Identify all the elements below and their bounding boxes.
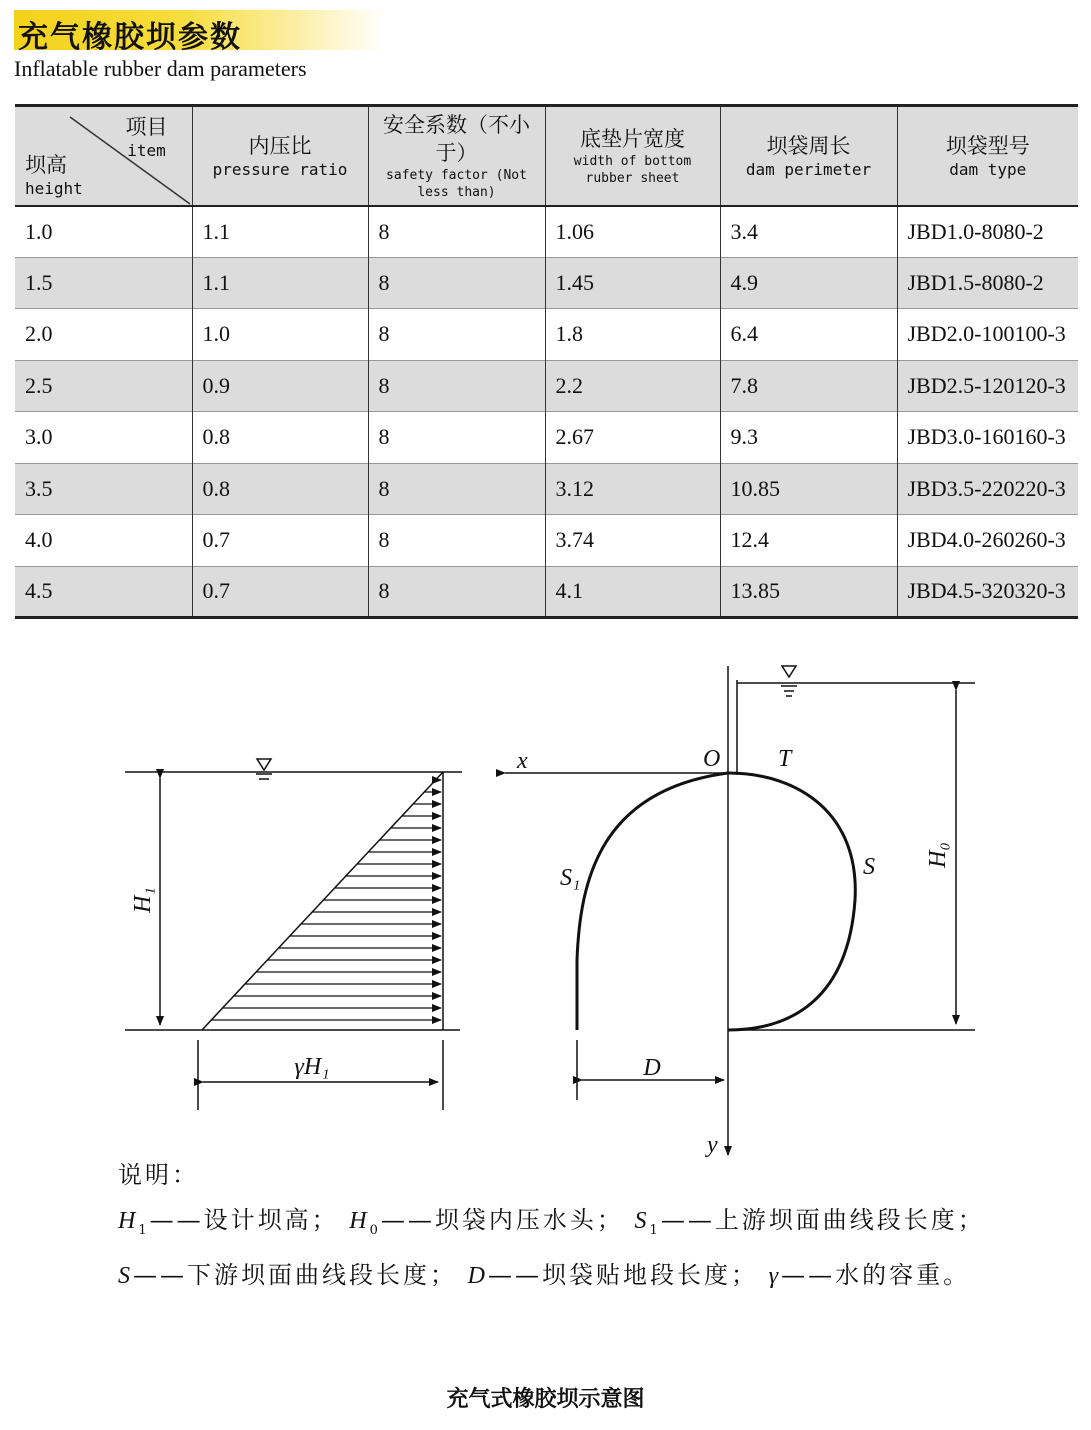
cell-perimeter: 7.8 <box>720 360 897 412</box>
note-symbol: S <box>634 1208 650 1234</box>
dam-diagram <box>0 640 1091 1160</box>
note-text: ——上游坝面曲线段长度； <box>660 1206 985 1234</box>
cell-pressure-ratio: 0.7 <box>192 515 368 567</box>
label-s1: S₁ <box>560 865 581 891</box>
label-d: D <box>643 1055 661 1081</box>
cell-perimeter: 10.85 <box>720 463 897 515</box>
cell-safety-factor: 8 <box>368 515 545 567</box>
label-h1: H₁ <box>130 887 156 913</box>
pressure-arrows <box>211 780 441 1020</box>
cell-pressure-ratio: 1.1 <box>192 257 368 309</box>
cell-sheet-width: 4.1 <box>545 566 720 618</box>
cell-pressure-ratio: 0.9 <box>192 360 368 412</box>
cell-height: 4.5 <box>25 578 53 604</box>
corner-height-en: height <box>25 178 83 198</box>
table-header-row <box>15 106 1078 206</box>
cell-height: 1.5 <box>25 269 53 295</box>
cell-sheet-width: 1.45 <box>545 257 720 309</box>
note-text: ——水的容重。 <box>781 1260 971 1289</box>
header-en: dam type <box>949 159 1027 179</box>
downstream-curve-s <box>728 773 855 1030</box>
corner-item-zh: 项目 <box>125 115 168 139</box>
water-level-symbol-2 <box>782 666 796 677</box>
label-o: O <box>703 746 721 772</box>
cell-pressure-ratio: 0.8 <box>192 412 368 464</box>
cell-height: 2.0 <box>25 321 53 347</box>
table-row <box>15 412 1078 464</box>
cell-dam-type: JBD3.5-220220-3 <box>897 463 1078 515</box>
cell-pressure-ratio: 1.1 <box>192 206 368 258</box>
cell-height: 2.5 <box>25 372 53 398</box>
cell-sheet-width: 3.12 <box>545 463 720 515</box>
cell-height: 3.5 <box>25 475 53 501</box>
cell-dam-type: JBD3.0-160160-3 <box>897 412 1078 464</box>
cell-safety-factor: 8 <box>368 463 545 515</box>
note-text: ——坝袋内压水头； <box>380 1206 624 1234</box>
note-symbol: S <box>118 1262 133 1289</box>
cell-perimeter: 3.4 <box>720 206 897 258</box>
notes-heading: 说明： <box>118 1161 199 1189</box>
note-sub: 1 <box>649 1222 661 1238</box>
header-zh: 安全系数（不小于） <box>383 112 530 165</box>
figure-caption: 充气式橡胶坝示意图 <box>446 1387 645 1412</box>
header-en: pressure ratio <box>212 159 348 179</box>
page-title: 充气橡胶坝参数 <box>18 20 242 55</box>
note-symbol: H <box>349 1208 370 1234</box>
cell-perimeter: 6.4 <box>720 309 897 361</box>
cell-safety-factor: 8 <box>368 360 545 412</box>
cell-pressure-ratio: 1.0 <box>192 309 368 361</box>
corner-header-cell <box>15 106 192 206</box>
notes-line-1 <box>118 1198 998 1299</box>
cell-dam-type: JBD2.0-100100-3 <box>897 309 1078 361</box>
note-text: ——下游坝面曲线段长度； <box>133 1260 457 1289</box>
label-y: y <box>707 1132 718 1158</box>
cell-sheet-width: 3.74 <box>545 515 720 567</box>
cell-safety-factor: 8 <box>368 412 545 464</box>
dam-bag-diagram <box>505 666 975 1155</box>
cell-safety-factor: 8 <box>368 206 545 258</box>
note-sub: 0 <box>369 1222 381 1238</box>
header-pressure-ratio <box>192 106 368 206</box>
cell-dam-type: JBD2.5-120120-3 <box>897 360 1078 412</box>
table-row <box>15 463 1078 515</box>
header-en: safety factor (Not less than) <box>386 167 527 200</box>
table-row <box>15 257 1078 309</box>
cell-perimeter: 13.85 <box>720 566 897 618</box>
cell-sheet-width: 1.06 <box>545 206 720 258</box>
cell-safety-factor: 8 <box>368 566 545 618</box>
header-zh: 坝袋周长 <box>766 133 851 158</box>
label-t: T <box>778 746 792 772</box>
parameters-table <box>15 104 1078 619</box>
note-sub: 1 <box>138 1222 150 1238</box>
notes-section <box>118 1153 998 1299</box>
page-subtitle: Inflatable rubber dam parameters <box>14 56 307 81</box>
cell-perimeter: 9.3 <box>720 412 897 464</box>
header-en: width of bottom rubber sheet <box>573 153 692 186</box>
header-dam-type <box>897 106 1078 206</box>
label-h0: H₀ <box>925 842 951 868</box>
corner-height-zh: 坝高 <box>25 152 67 177</box>
header-zh: 坝袋型号 <box>945 133 1030 158</box>
cell-dam-type: JBD1.0-8080-2 <box>897 206 1078 258</box>
note-symbol: D <box>467 1262 488 1289</box>
label-x: x <box>517 748 528 774</box>
header-safety-factor <box>368 106 545 206</box>
water-level-symbol <box>257 759 271 770</box>
cell-height: 4.0 <box>25 527 53 553</box>
header-en: dam perimeter <box>745 159 872 179</box>
pressure-hypotenuse <box>202 772 443 1030</box>
header-zh: 底垫片宽度 <box>580 126 685 151</box>
cell-dam-type: JBD4.0-260260-3 <box>897 515 1078 567</box>
table-row <box>15 206 1078 258</box>
table-row <box>15 566 1078 618</box>
header-bottom-sheet-width <box>545 106 720 206</box>
table-row <box>15 360 1078 412</box>
table-row <box>15 309 1078 361</box>
note-text: ——坝袋贴地段长度； <box>487 1260 758 1289</box>
note-symbol: H <box>118 1208 139 1234</box>
cell-height: 3.0 <box>25 424 53 450</box>
cell-sheet-width: 1.8 <box>545 309 720 361</box>
cell-safety-factor: 8 <box>368 309 545 361</box>
table-row <box>15 515 1078 567</box>
cell-pressure-ratio: 0.7 <box>192 566 368 618</box>
header-zh: 内压比 <box>248 133 312 158</box>
cell-dam-type: JBD4.5-320320-3 <box>897 566 1078 618</box>
cell-sheet-width: 2.2 <box>545 360 720 412</box>
cell-pressure-ratio: 0.8 <box>192 463 368 515</box>
cell-safety-factor: 8 <box>368 257 545 309</box>
note-text: ——设计坝高； <box>149 1206 339 1234</box>
cell-dam-type: JBD1.5-8080-2 <box>897 257 1078 309</box>
corner-item-en: item <box>127 141 166 160</box>
cell-sheet-width: 2.67 <box>545 412 720 464</box>
cell-perimeter: 4.9 <box>720 257 897 309</box>
label-gamma-h1: γH₁ <box>294 1054 330 1080</box>
cell-perimeter: 12.4 <box>720 515 897 567</box>
upstream-curve-s1 <box>577 773 728 1030</box>
header-dam-perimeter <box>720 106 897 206</box>
label-s: S <box>863 854 875 880</box>
cell-height: 1.0 <box>25 218 53 244</box>
note-symbol: γ <box>768 1262 782 1289</box>
